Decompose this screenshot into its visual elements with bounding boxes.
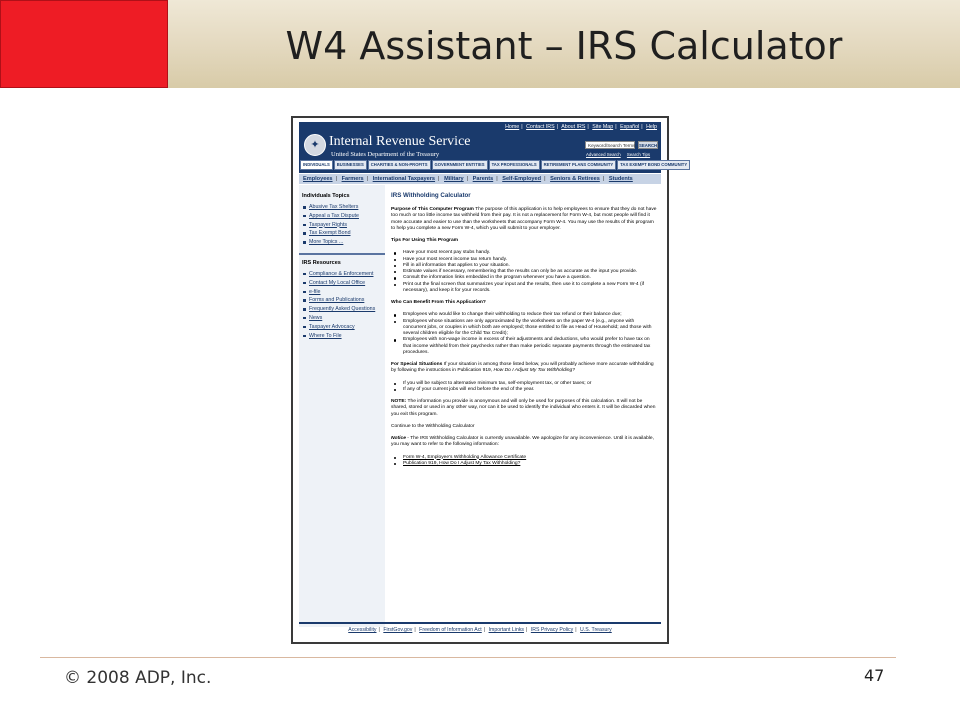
footer-link-foia[interactable]: Freedom of Information Act	[419, 627, 482, 633]
search-input[interactable]: Keyword/Search Terms	[585, 141, 635, 149]
page-title: IRS Withholding Calculator	[391, 192, 471, 199]
tab-businesses[interactable]: BUSINESSES	[334, 160, 367, 170]
purpose-paragraph	[391, 207, 657, 232]
list-item: If any of your current jobs will end before the end of the year.	[400, 387, 657, 393]
footer-link-important[interactable]: Important Links	[488, 627, 525, 633]
purpose-label: Purpose of This Computer Program	[391, 207, 474, 212]
special-paragraph	[391, 362, 657, 375]
search-tips-link[interactable]: Search Tips	[626, 152, 651, 157]
list-item: Employees with non-wage income in excess of their adjustments and deductions, who would prefer to have tax on that income withheld from their paychecks rather than make periodic separate payments through the estimated tax procedures.	[400, 337, 657, 356]
top-link-home[interactable]: Home	[505, 124, 520, 130]
left-sidebar	[299, 185, 385, 627]
who-heading: Who Can Benefit From This Application?	[391, 300, 486, 305]
list-item: Employees who would like to change their withholding to reduce their tax refund or their balance due;	[400, 312, 657, 318]
list-item: Have your most recent pay stubs handy.	[400, 250, 657, 256]
top-link-espanol[interactable]: Español	[620, 124, 640, 130]
special-label: For Special Situations	[391, 362, 443, 367]
tab-tax-exempt-bond[interactable]: TAX EXEMPT BOND COMMUNITY	[617, 160, 690, 170]
notice-text: - The IRS Withholding Calculator is currently unavailable. We apologize for any inconvenience. Until it is available, you may want to refer to the following information:	[391, 436, 654, 448]
notice-paragraph	[391, 436, 657, 449]
who-list	[400, 312, 657, 356]
tab-tax-professionals[interactable]: TAX PROFESSIONALS	[489, 160, 540, 170]
sidebar-item[interactable]: Taxpayer Advocacy	[309, 323, 385, 332]
top-link-about[interactable]: About IRS	[561, 124, 586, 130]
sidebar-item[interactable]: Contact My Local Office	[309, 279, 385, 288]
list-item: If you will be subject to alternative minimum tax, self-employment tax, or other taxes; or	[400, 381, 657, 387]
publication-919-link[interactable]: Publication 919, How Do I Adjust My Tax Withholding?	[400, 461, 657, 467]
irs-footer: Accessibility | FirstGov.gov | Freedom of Information Act | Important Links | IRS Privacy Policy | U.S. Treasury	[299, 622, 661, 634]
slide-title: W4 Assistant – IRS Calculator	[285, 24, 843, 68]
sidebar-item[interactable]: Where To File	[309, 332, 385, 341]
list-item: Estimate values if necessary, remembering that the results can only be as accurate as the input you provide.	[400, 269, 657, 275]
sidebar-item[interactable]: News	[309, 314, 385, 323]
irs-name: Internal Revenue Service	[329, 134, 471, 149]
sidebar-item[interactable]: Taxpayer Rights	[309, 221, 385, 230]
sidebar-item[interactable]: Tax Exempt Bond	[309, 229, 385, 238]
sub-navigation: Employees | Farmers | International Taxpayers | Military | Parents | Self-Employed | Seniors & Retirees | Students	[299, 174, 661, 184]
eagle-seal-icon: ✦	[304, 134, 326, 156]
footer-link-accessibility[interactable]: Accessibility	[348, 627, 377, 633]
subnav-international[interactable]: International Taxpayers	[372, 176, 436, 182]
note-paragraph	[391, 399, 657, 418]
subnav-seniors[interactable]: Seniors & Retirees	[550, 176, 600, 182]
sidebar-item[interactable]: More Topics ...	[309, 238, 385, 247]
sidebar-topics-heading: Individuals Topics	[302, 193, 350, 199]
search-sublinks	[586, 152, 655, 157]
list-item: Employees whose situations are only approximated by the worksheets on the paper W-4 (e.g., anyone with concurrent jobs, or couples in which both are employed; those entitled to file as Head of Household; and those with several children eligible for the Child Tax Credit);	[400, 319, 657, 338]
main-content	[391, 192, 657, 624]
list-item: Print out the final screen that summarizes your input and the results, then use it to complete a new Form W-4 (if necessary), and keep it for your records.	[400, 282, 657, 295]
footer-link-privacy[interactable]: IRS Privacy Policy	[530, 627, 574, 633]
subnav-parents[interactable]: Parents	[472, 176, 494, 182]
copyright: © 2008 ADP, Inc.	[64, 668, 212, 688]
list-item: Have your most recent income tax return handy.	[400, 257, 657, 263]
irs-webpage-screenshot	[291, 116, 688, 644]
tab-individuals[interactable]: INDIVIDUALS	[300, 160, 333, 170]
subnav-military[interactable]: Military	[444, 176, 464, 182]
special-list	[400, 381, 657, 394]
purpose-text: The purpose of this application is to help employees to ensure that they do not have too much or too little income tax withheld from their pay. It is not a replacement for Form W-4, but most people will find it more accurate and easier to use than the worksheets that accompany Form W-4. You may use the results of this program to help you complete a new Form W-4, which you will submit to your employer.	[391, 207, 657, 231]
subnav-students[interactable]: Students	[608, 176, 633, 182]
reference-links	[400, 455, 657, 468]
sidebar-topics-list	[299, 203, 385, 247]
red-accent-block	[0, 0, 168, 88]
sidebar-item[interactable]: Compliance & Enforcement	[309, 270, 385, 279]
form-w4-link[interactable]: Form W-4, Employee's Withholding Allowance Certificate	[400, 455, 657, 461]
sidebar-item[interactable]: Frequently Asked Questions	[309, 305, 385, 314]
note-label: NOTE:	[391, 399, 407, 404]
audience-tabs	[299, 160, 688, 170]
tab-government[interactable]: GOVERNMENT ENTITIES	[432, 160, 488, 170]
list-item: Consult the information links embedded in the program whenever you have a question.	[400, 275, 657, 281]
subnav-self-employed[interactable]: Self-Employed	[502, 176, 542, 182]
sidebar-item[interactable]: Abusive Tax Shelters	[309, 203, 385, 212]
subnav-farmers[interactable]: Farmers	[341, 176, 364, 182]
subnav-employees[interactable]: Employees	[303, 176, 333, 182]
tips-heading: Tips For Using This Program	[391, 238, 459, 243]
top-link-sitemap[interactable]: Site Map	[592, 124, 614, 130]
continue-text: Continue to the Withholding Calculator	[391, 423, 475, 429]
footer-link-firstgov[interactable]: FirstGov.gov	[383, 627, 413, 633]
top-links: Home | Contact IRS | About IRS | Site Map | Español | Help	[505, 124, 657, 130]
sidebar-item[interactable]: Forms and Publications	[309, 296, 385, 305]
sidebar-item[interactable]: e-file	[309, 288, 385, 297]
footer-link-treasury[interactable]: U.S. Treasury	[580, 627, 612, 633]
advanced-search-link[interactable]: Advanced Search	[586, 152, 621, 157]
special-italic: How Do I Adjust My Tax Withholding?	[493, 368, 575, 374]
page-number: 47	[864, 666, 885, 685]
sidebar-item[interactable]: Appeal a Tax Dispute	[309, 212, 385, 221]
note-text: The information you provide is anonymous and will only be used for purposes of this calculation. It will not be shared, stored or used in any other way, nor can it be used to identify the individual who enters it. It will be discarded when you exit this program.	[391, 399, 656, 417]
irs-department: United States Department of the Treasury	[331, 151, 440, 158]
top-link-contact[interactable]: Contact IRS	[526, 124, 555, 130]
special-text: If your situation is among those listed below, you will probably achieve more accurate withholding by following the instructions in Publication 919,	[391, 362, 654, 374]
sidebar-divider	[299, 253, 385, 255]
top-link-help[interactable]: Help	[646, 124, 657, 130]
tab-charities[interactable]: CHARITIES & NON-PROFITS	[368, 160, 431, 170]
footer-divider	[40, 657, 896, 658]
tab-retirement[interactable]: RETIREMENT PLANS COMMUNITY	[541, 160, 617, 170]
sidebar-resources-list	[299, 270, 385, 340]
search-button[interactable]: SEARCH	[639, 143, 658, 148]
sidebar-resources-heading: IRS Resources	[302, 259, 341, 266]
list-item: Fill in all information that applies to your situation.	[400, 263, 657, 269]
notice-label: Notice	[391, 436, 406, 441]
tips-list	[400, 250, 657, 294]
